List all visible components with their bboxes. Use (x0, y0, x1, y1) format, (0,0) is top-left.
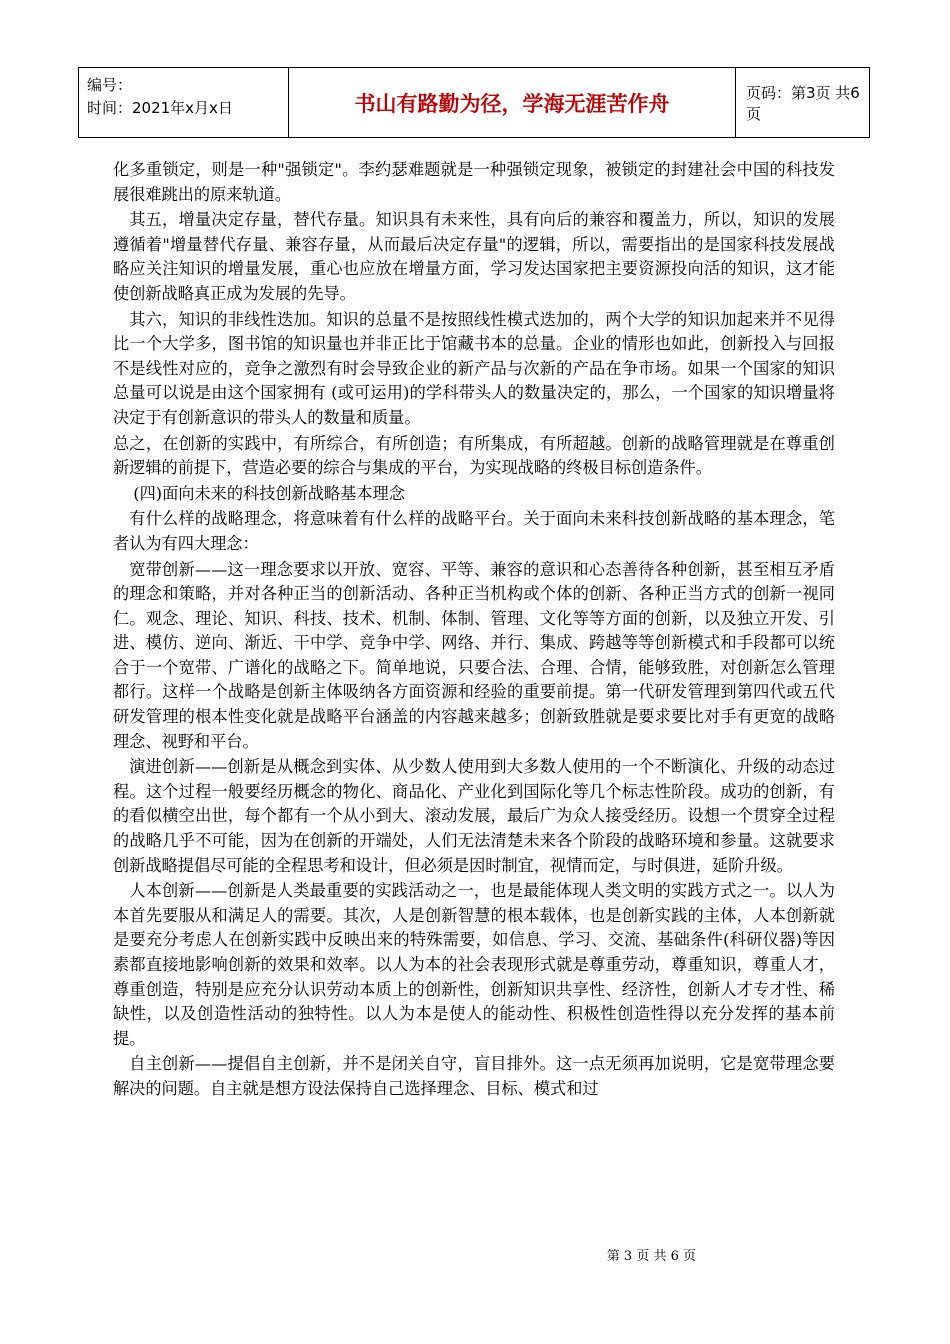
paragraph-point-six: 其六，知识的非线性迭加。知识的总量不是按照线性模式迭加的，两个大学的知识加起来并不见得比一个大学多，图书馆的知识量也并非正比于馆藏书本的总量。企业的情形也如此，创新投入与回报不是线性对应的，竞争之激烈有时会导致企业的新产品与次新的产品在争市场。如果一个国家的知识总量可以说是由这个国家拥有 (或可运用)的学科带头人的数量决定的，那么，一个国家的知识增量将决定于有创新意识的带头人的数量和质量。 (113, 309, 835, 427)
paragraph-intro-concepts: 有什么样的战略理念，将意味着有什么样的战略平台。关于面向未来科技创新战略的基本理念，笔者认为有四大理念： (113, 509, 835, 553)
time-label: 时间：2021年x月x日 (87, 99, 233, 117)
paragraph-summary: 总之，在创新的实践中，有所综合，有所创造；有所集成，有所超越。创新的战略管理就是在尊重创新逻辑的前提下，营造必要的综合与集成的平台，为实现战略的终极目标创造条件。 (113, 433, 835, 478)
footer-page-number: 第 3 页 共 6 页 (606, 1249, 696, 1264)
paragraph-people-innovation: 人本创新——创新是人类最重要的实践活动之一，也是最能体现人类文明的实践方式之一。以人为本首先要服从和满足人的需要。其次，人是创新智慧的根本载体，也是创新实践的主体，人本创新就是要充分考虑人在创新实践中反映出来的特殊需要，如信息、学习、交流、基础条件(科研仪器)等因素都直接地影响创新的效果和效率。以人为本的社会表现形式就是尊重劳动，尊重知识，尊重人才，尊重创造，特别是应充分认识劳动本质上的创新性，创新知识共享性、经济性，创新人才专才性、稀缺性，以及创造性活动的独特性。以人为本是使人的能动性、积极性创造性得以充分发挥的基本前提。 (113, 881, 835, 1048)
section-heading: (四)面向未来的科技创新战略基本理念 (133, 483, 405, 503)
header-page-info: 页码：第3页 共6页 (746, 83, 860, 123)
paragraph-evolution-innovation: 演进创新——创新是从概念到实体、从少数人使用到大多数人使用的一个不断演化、升级的动态过程。这个过程一般要经历概念的物化、商品化、产业化到国际化等几个标志性阶段。成功的创新，有的看似横空出世，每个都有一个从小到大、滚动发展，最后广为众人接受经历。设想一个贯穿全过程的战略几乎不可能，因为在创新的开端处，人们无法清楚未来各个阶段的战略环境和参量。这就要求创新战略提倡尽可能的全程思考和设计，但必须是因时制宜，视情而定，与时俱进，延阶升级。 (113, 757, 835, 875)
document-body (113, 158, 835, 1103)
header-meta (79, 68, 289, 137)
paragraph-broadband-innovation: 宽带创新——这一理念要求以开放、宽容、平等、兼容的意识和心态善待各种创新，甚至相互矛盾的理念和策略，并对各种正当的创新活动、各种正当机构或个体的创新、各种正当方式的创新一视同仁。观念、理论、知识、科技、技术、机制、体制、管理、文化等等方面的创新，以及独立开发、引进、模仿、逆向、渐近、干中学、竞争中学、网络、并行、集成、跨越等等创新模式和手段都可以统合于一个宽带、广谱化的战略之下。简单地说，只要合法、合理、合情，能够致胜，对创新怎么管理都行。这样一个战略是创新主体吸纳各方面资源和经验的重要前提。第一代研发管理到第四代或五代研发管理的根本性变化就是战略平台涵盖的内容越来越多；创新致胜就是要求要比对手有更宽的战略理念、视野和平台。 (113, 559, 835, 751)
number-label: 编号： (87, 76, 133, 94)
header-motto: 书山有路勤为径，学海无涯苦作舟 (289, 68, 736, 137)
paragraph-independent-innovation: 自主创新——提倡自主创新，并不是闭关自守，盲目排外。这一点无须再加说明，它是宽带理念要解决的问题。自主就是想方设法保持自己选择理念、目标、模式和过 (113, 1054, 835, 1098)
page-footer (0, 1245, 950, 1264)
document-header (78, 67, 870, 138)
paragraph-continuation: 化多重锁定，则是一种"强锁定"。李约瑟难题就是一种强锁定现象，被锁定的封建社会中国的科技发展很难跳出的原来轨道。 (113, 160, 835, 204)
paragraph-point-five: 其五，增量决定存量，替代存量。知识具有未来性，具有向后的兼容和覆盖力，所以，知识的发展遵循着"增量替代存量、兼容存量，从而最后决定存量"的逻辑，所以，需要指出的是国家科技发展战略应关注知识的增量发展，重心也应放在增量方面，学习发达国家把主要资源投向活的知识，这才能使创新战略真正成为发展的先导。 (113, 210, 835, 303)
